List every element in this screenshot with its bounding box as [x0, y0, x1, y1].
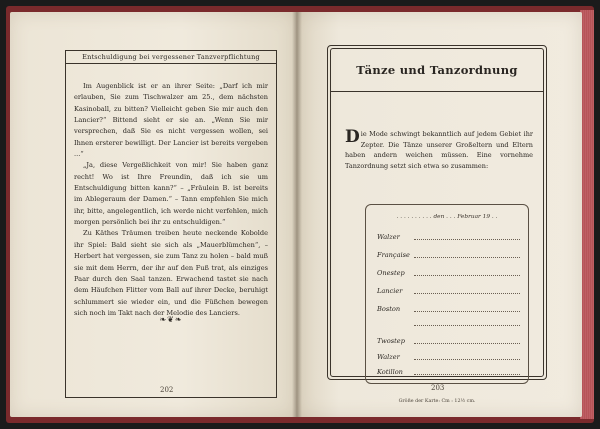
- dotted-line: [414, 257, 520, 258]
- spine-shadow: [292, 12, 302, 417]
- dotted-line: [414, 374, 520, 375]
- paragraph: „Ja, diese Vergeßlichkeit von mir! Sie haben ganz recht! Wo ist Ihre Freundin, daß ich sie um Entschuldigung bitten kann?“ – „Fräulein B. ist bereits im Ablegeraum der Damen.“ – Tann empfehlen Sie mich ihr, bitte, angelegentlich, ich werde nicht verfehlen, mich morgen persönlich bei ihr zu entschuldigen.“: [74, 161, 268, 227]
- running-head: Entschuldigung bei vergessener Tanzverpflichtung: [82, 53, 260, 61]
- paragraph: Im Augenblick ist er an ihrer Seite: „Darf ich mir erlauben, Sie zum Tischwalzer am 25., dem nächsten Kasinoball, zu bitten? Vielleicht geben Sie mir auch den Lancier?“ Bittend sieht er sie an. „Wenn Sie mir versprechen, daß Sie es nicht vergessen wollen, sei Ihnen ersterer bewilligt. Der Lancier ist bereits vergeben ...“: [74, 82, 268, 159]
- title-rule: [331, 91, 543, 92]
- dotted-line: [414, 311, 520, 312]
- dotted-line: [414, 343, 520, 344]
- intro-body: ie Mode schwingt bekanntlich auf jedem Gebiet ihr Zepter. Die Tänze unserer Großeltern und Eltern haben andern weichen müssen. Eine vornehme Tanzordnung setzt sich etwa so zusammen:: [345, 130, 533, 170]
- dance-card: [365, 204, 529, 384]
- dotted-line: [414, 293, 520, 294]
- dance-item: Boston: [377, 305, 401, 313]
- drop-initial: D: [345, 127, 360, 147]
- dance-item: Walzer: [377, 353, 400, 361]
- book: [6, 6, 594, 423]
- right-page: [296, 12, 582, 417]
- left-page-frame: [65, 50, 277, 398]
- card-date-line: . . . . . . . . . . den . . . Februar 19 . .: [396, 214, 498, 220]
- ornament: ❧❦❧: [159, 315, 183, 324]
- page-edges: [580, 10, 594, 419]
- dotted-line: [414, 275, 520, 276]
- running-head-rule: [66, 63, 276, 64]
- dance-item: Twostep: [377, 337, 405, 345]
- page-number-right: 203: [431, 384, 445, 392]
- page-number-left: 202: [160, 386, 174, 394]
- dance-item: Walzer: [377, 233, 400, 241]
- page-title: Tänze und Tanzordnung: [356, 63, 518, 77]
- paragraph: Zu Käthes Träumen treiben heute neckende Kobolde ihr Spiel: Bald sieht sie sich als „Mauerblümchen“, – Herbert hat vergessen, sie zum Tanz zu holen – bald muß sie mit dem Herrn, der ihr auf den Fuß trat, als einziges Paar durch den Saal tanzen. Erwachend tastet sie nach dem Häufchen Flitter vom Ball auf ihrer Decke, beruhigt schlummert sie wieder ein, und die Füßchen bewegen sich noch im Takt nach der Melodie des Lanciers.: [74, 229, 268, 317]
- card-size-note: Größe der Karte: Cm : 12½ cm.: [398, 399, 476, 404]
- dotted-line: [414, 359, 520, 360]
- dance-item: Kotillon: [377, 368, 403, 376]
- dotted-line: [414, 325, 520, 326]
- left-page: [10, 12, 296, 417]
- left-body-text: [74, 81, 268, 319]
- dance-item: Onestep: [377, 269, 405, 277]
- dance-item: Lancier: [377, 287, 403, 295]
- dance-item: Française: [377, 251, 410, 259]
- intro-text: [345, 129, 533, 171]
- dotted-line: [414, 239, 520, 240]
